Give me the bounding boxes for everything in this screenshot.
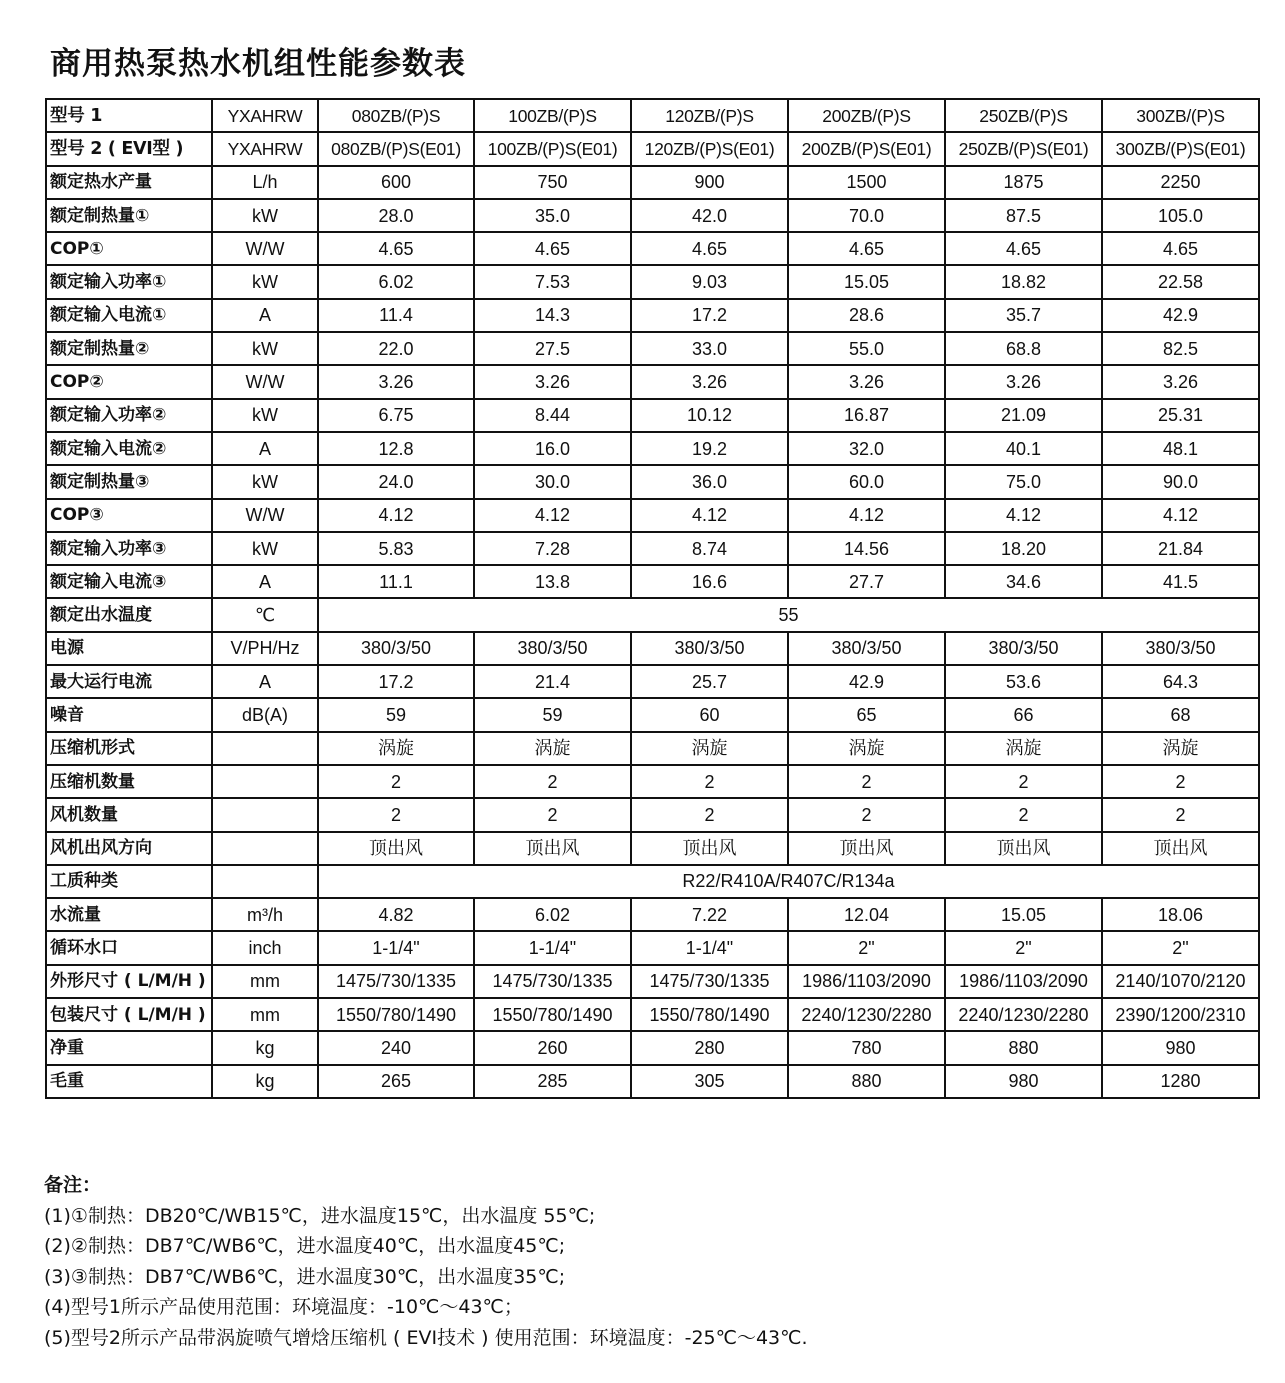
value-cell: 7.22 [631,898,788,931]
value-cell: 涡旋 [631,732,788,765]
value-cell: 3.26 [945,365,1102,398]
row-label: 型号 1 [46,99,212,132]
value-cell: 15.05 [945,898,1102,931]
note-line: (5)型号2所示产品带涡旋喷气增焓压缩机 ( EVI技术 ) 使用范围：环境温度：-25℃～43℃. [44,1326,808,1349]
value-cell: 980 [945,1065,1102,1098]
row-unit: L/h [212,166,318,199]
row-label: 工质种类 [46,865,212,898]
row-unit: W/W [212,232,318,265]
value-cell: 2 [945,798,1102,831]
value-cell: 1550/780/1490 [318,998,474,1031]
value-cell: 60.0 [788,465,945,498]
value-cell: 13.8 [474,565,631,598]
value-cell: 380/3/50 [1102,632,1259,665]
value-cell: 285 [474,1065,631,1098]
value-cell: 4.65 [474,232,631,265]
row-label: 型号 2 ( EVI型 ) [46,132,212,165]
value-cell: 2" [945,931,1102,964]
value-cell: 2390/1200/2310 [1102,998,1259,1031]
value-cell: 2 [1102,765,1259,798]
row-unit: kW [212,532,318,565]
value-cell: 42.9 [1102,299,1259,332]
value-cell: 18.82 [945,265,1102,298]
row-unit: kW [212,399,318,432]
row-unit: kg [212,1065,318,1098]
table-row [46,832,1259,865]
value-cell: 1475/730/1335 [631,965,788,998]
note-line: (3)③制热：DB7℃/WB6℃，进水温度30℃，出水温度35℃; [44,1265,566,1288]
note-line: (1)①制热：DB20℃/WB15℃，进水温度15℃，出水温度 55℃; [44,1204,596,1227]
table-row [46,332,1259,365]
value-cell: 4.65 [631,232,788,265]
row-label: COP① [46,232,212,265]
value-cell: 240 [318,1031,474,1064]
value-cell: 14.56 [788,532,945,565]
value-cell: 250ZB/(P)S [945,99,1102,132]
value-cell: 8.74 [631,532,788,565]
value-cell: 1280 [1102,1065,1259,1098]
value-cell: 2" [788,931,945,964]
table-row [46,299,1259,332]
row-label: 风机出风方向 [46,832,212,865]
value-cell: 36.0 [631,465,788,498]
note-line: (4)型号1所示产品使用范围：环境温度：-10℃～43℃； [44,1296,523,1318]
value-cell: 17.2 [631,299,788,332]
value-cell: 4.12 [1102,499,1259,532]
value-cell: 2240/1230/2280 [788,998,945,1031]
value-cell: 顶出风 [318,832,474,865]
table-row [46,199,1259,232]
table-row [46,798,1259,831]
row-unit: A [212,665,318,698]
row-unit: m³/h [212,898,318,931]
value-cell: 24.0 [318,465,474,498]
value-cell: 顶出风 [1102,832,1259,865]
value-cell: 33.0 [631,332,788,365]
value-cell: 1500 [788,166,945,199]
row-unit [212,765,318,798]
value-cell: 2 [318,765,474,798]
value-cell: 22.0 [318,332,474,365]
row-unit: W/W [212,365,318,398]
value-cell: 4.65 [318,232,474,265]
table-row [46,99,1259,132]
value-cell: 53.6 [945,665,1102,698]
row-label: 额定输入电流③ [46,565,212,598]
row-label: COP③ [46,499,212,532]
value-cell: 17.2 [318,665,474,698]
value-cell: 59 [474,698,631,731]
row-label: 包装尺寸 ( L/M/H ) [46,998,212,1031]
row-unit [212,732,318,765]
value-cell: 380/3/50 [631,632,788,665]
value-cell: 顶出风 [631,832,788,865]
value-cell: 65 [788,698,945,731]
value-cell: 19.2 [631,432,788,465]
value-cell: 21.84 [1102,532,1259,565]
table-row [46,898,1259,931]
value-cell: 1475/730/1335 [318,965,474,998]
value-cell: 3.26 [474,365,631,398]
value-cell: 2 [631,798,788,831]
row-unit: kg [212,1031,318,1064]
value-cell: 2 [318,798,474,831]
value-cell: 4.65 [788,232,945,265]
value-cell: 1-1/4" [631,931,788,964]
value-cell: 7.53 [474,265,631,298]
table-row [46,232,1259,265]
value-cell: 28.6 [788,299,945,332]
value-cell: 3.26 [631,365,788,398]
value-cell: 1-1/4" [474,931,631,964]
value-cell: 100ZB/(P)S(E01) [474,132,631,165]
value-cell: 12.8 [318,432,474,465]
value-cell: 4.82 [318,898,474,931]
value-cell: 1475/730/1335 [474,965,631,998]
value-cell: 2140/1070/2120 [1102,965,1259,998]
value-cell: 42.9 [788,665,945,698]
value-cell: 380/3/50 [945,632,1102,665]
table-row [46,399,1259,432]
table-row [46,1031,1259,1064]
value-cell: 2 [788,798,945,831]
value-cell: 600 [318,166,474,199]
row-label: 风机数量 [46,798,212,831]
table-row [46,765,1259,798]
row-unit: kW [212,199,318,232]
value-cell: 080ZB/(P)S [318,99,474,132]
value-cell: 6.02 [474,898,631,931]
value-cell: 14.3 [474,299,631,332]
value-cell: 48.1 [1102,432,1259,465]
value-cell: 280 [631,1031,788,1064]
value-cell: 60 [631,698,788,731]
value-cell: 2" [1102,931,1259,964]
value-cell: 27.7 [788,565,945,598]
value-cell: 18.06 [1102,898,1259,931]
row-unit: A [212,299,318,332]
row-label: 额定输入电流② [46,432,212,465]
row-unit: mm [212,998,318,1031]
value-cell: 顶出风 [788,832,945,865]
table-row [46,265,1259,298]
value-cell: 8.44 [474,399,631,432]
value-cell: 顶出风 [474,832,631,865]
row-unit: mm [212,965,318,998]
row-label: 外形尺寸 ( L/M/H ) [46,965,212,998]
table-row [46,499,1259,532]
table-row [46,665,1259,698]
value-cell: 82.5 [1102,332,1259,365]
row-unit: YXAHRW [212,132,318,165]
value-cell: 2 [945,765,1102,798]
notes-heading: 备注： [44,1174,102,1196]
value-cell: 120ZB/(P)S [631,99,788,132]
row-unit: A [212,565,318,598]
value-cell: 265 [318,1065,474,1098]
value-cell: 2240/1230/2280 [945,998,1102,1031]
value-cell: 2 [474,798,631,831]
value-cell: 涡旋 [945,732,1102,765]
value-cell: 6.02 [318,265,474,298]
value-cell: 105.0 [1102,199,1259,232]
row-unit: kW [212,465,318,498]
value-cell: 250ZB/(P)S(E01) [945,132,1102,165]
value-cell: 16.0 [474,432,631,465]
value-cell: 2 [1102,798,1259,831]
value-cell: 3.26 [318,365,474,398]
value-cell: 300ZB/(P)S [1102,99,1259,132]
value-cell: 涡旋 [474,732,631,765]
value-cell: 200ZB/(P)S [788,99,945,132]
value-cell: 68 [1102,698,1259,731]
table-row [46,998,1259,1031]
row-label: 额定输入功率② [46,399,212,432]
value-cell: 750 [474,166,631,199]
value-cell: 15.05 [788,265,945,298]
value-cell: 12.04 [788,898,945,931]
value-cell: 3.26 [788,365,945,398]
table-row [46,132,1259,165]
value-cell: 080ZB/(P)S(E01) [318,132,474,165]
value-cell: 41.5 [1102,565,1259,598]
row-label: 最大运行电流 [46,665,212,698]
value-cell: 30.0 [474,465,631,498]
row-label: 额定制热量③ [46,465,212,498]
value-cell: 16.6 [631,565,788,598]
value-cell: 59 [318,698,474,731]
value-cell: 880 [945,1031,1102,1064]
table-row [46,931,1259,964]
table-row [46,698,1259,731]
row-unit: V/PH/Hz [212,632,318,665]
row-label: 噪音 [46,698,212,731]
value-cell: 涡旋 [318,732,474,765]
row-label: 额定制热量② [46,332,212,365]
value-cell: 3.26 [1102,365,1259,398]
value-cell: 7.28 [474,532,631,565]
table-row [46,565,1259,598]
value-cell: 4.12 [474,499,631,532]
value-cell: 260 [474,1031,631,1064]
value-cell: 35.7 [945,299,1102,332]
row-unit: kW [212,265,318,298]
value-cell: 40.1 [945,432,1102,465]
value-cell: 34.6 [945,565,1102,598]
value-cell: 66 [945,698,1102,731]
value-cell: 27.5 [474,332,631,365]
row-label: 电源 [46,632,212,665]
value-cell: 10.12 [631,399,788,432]
row-label: 额定出水温度 [46,598,212,631]
row-unit: inch [212,931,318,964]
value-cell: 1550/780/1490 [474,998,631,1031]
row-unit [212,832,318,865]
value-cell: 42.0 [631,199,788,232]
value-cell: 120ZB/(P)S(E01) [631,132,788,165]
row-unit: W/W [212,499,318,532]
value-cell: 28.0 [318,199,474,232]
value-cell: 300ZB/(P)S(E01) [1102,132,1259,165]
row-label: 压缩机数量 [46,765,212,798]
value-cell: 87.5 [945,199,1102,232]
row-label: 额定热水产量 [46,166,212,199]
value-cell: 9.03 [631,265,788,298]
merged-value-cell: 55 [318,598,1259,631]
value-cell: 21.4 [474,665,631,698]
value-cell: 980 [1102,1031,1259,1064]
row-label: 循环水口 [46,931,212,964]
value-cell: 顶出风 [945,832,1102,865]
value-cell: 4.12 [945,499,1102,532]
merged-value-cell: R22/R410A/R407C/R134a [318,865,1259,898]
row-unit: kW [212,332,318,365]
row-label: 净重 [46,1031,212,1064]
value-cell: 25.7 [631,665,788,698]
value-cell: 2 [474,765,631,798]
value-cell: 2 [788,765,945,798]
value-cell: 1986/1103/2090 [945,965,1102,998]
value-cell: 11.1 [318,565,474,598]
row-label: 额定制热量① [46,199,212,232]
value-cell: 380/3/50 [318,632,474,665]
table-row [46,166,1259,199]
value-cell: 11.4 [318,299,474,332]
value-cell: 22.58 [1102,265,1259,298]
value-cell: 2 [631,765,788,798]
performance-table [45,98,1260,1099]
table-row [46,365,1259,398]
value-cell: 64.3 [1102,665,1259,698]
value-cell: 21.09 [945,399,1102,432]
value-cell: 305 [631,1065,788,1098]
value-cell: 1986/1103/2090 [788,965,945,998]
value-cell: 880 [788,1065,945,1098]
row-label: 额定输入电流① [46,299,212,332]
value-cell: 4.65 [1102,232,1259,265]
table-row [46,465,1259,498]
value-cell: 1550/780/1490 [631,998,788,1031]
page-title: 商用热泵热水机组性能参数表 [50,46,466,82]
row-label: 水流量 [46,898,212,931]
row-unit: dB(A) [212,698,318,731]
value-cell: 涡旋 [1102,732,1259,765]
value-cell: 68.8 [945,332,1102,365]
table-row [46,632,1259,665]
value-cell: 16.87 [788,399,945,432]
value-cell: 18.20 [945,532,1102,565]
value-cell: 70.0 [788,199,945,232]
table-row [46,532,1259,565]
value-cell: 4.12 [631,499,788,532]
value-cell: 200ZB/(P)S(E01) [788,132,945,165]
value-cell: 90.0 [1102,465,1259,498]
value-cell: 900 [631,166,788,199]
table-row [46,965,1259,998]
row-unit: YXAHRW [212,99,318,132]
value-cell: 75.0 [945,465,1102,498]
value-cell: 100ZB/(P)S [474,99,631,132]
table-row [46,865,1259,898]
value-cell: 25.31 [1102,399,1259,432]
value-cell: 6.75 [318,399,474,432]
value-cell: 55.0 [788,332,945,365]
value-cell: 5.83 [318,532,474,565]
value-cell: 1-1/4" [318,931,474,964]
value-cell: 35.0 [474,199,631,232]
row-label: 毛重 [46,1065,212,1098]
value-cell: 32.0 [788,432,945,465]
notes [44,1170,808,1353]
value-cell: 780 [788,1031,945,1064]
note-line: (2)②制热：DB7℃/WB6℃，进水温度40℃，出水温度45℃; [44,1235,566,1257]
value-cell: 涡旋 [788,732,945,765]
row-unit [212,865,318,898]
value-cell: 4.12 [788,499,945,532]
row-label: 压缩机形式 [46,732,212,765]
row-unit: ℃ [212,598,318,631]
table-row [46,598,1259,631]
row-label: 额定输入功率① [46,265,212,298]
table-row [46,1065,1259,1098]
row-unit [212,798,318,831]
value-cell: 380/3/50 [474,632,631,665]
value-cell: 4.65 [945,232,1102,265]
value-cell: 2250 [1102,166,1259,199]
value-cell: 4.12 [318,499,474,532]
value-cell: 380/3/50 [788,632,945,665]
row-label: COP② [46,365,212,398]
value-cell: 1875 [945,166,1102,199]
table-row [46,432,1259,465]
row-label: 额定输入功率③ [46,532,212,565]
table-row [46,732,1259,765]
row-unit: A [212,432,318,465]
